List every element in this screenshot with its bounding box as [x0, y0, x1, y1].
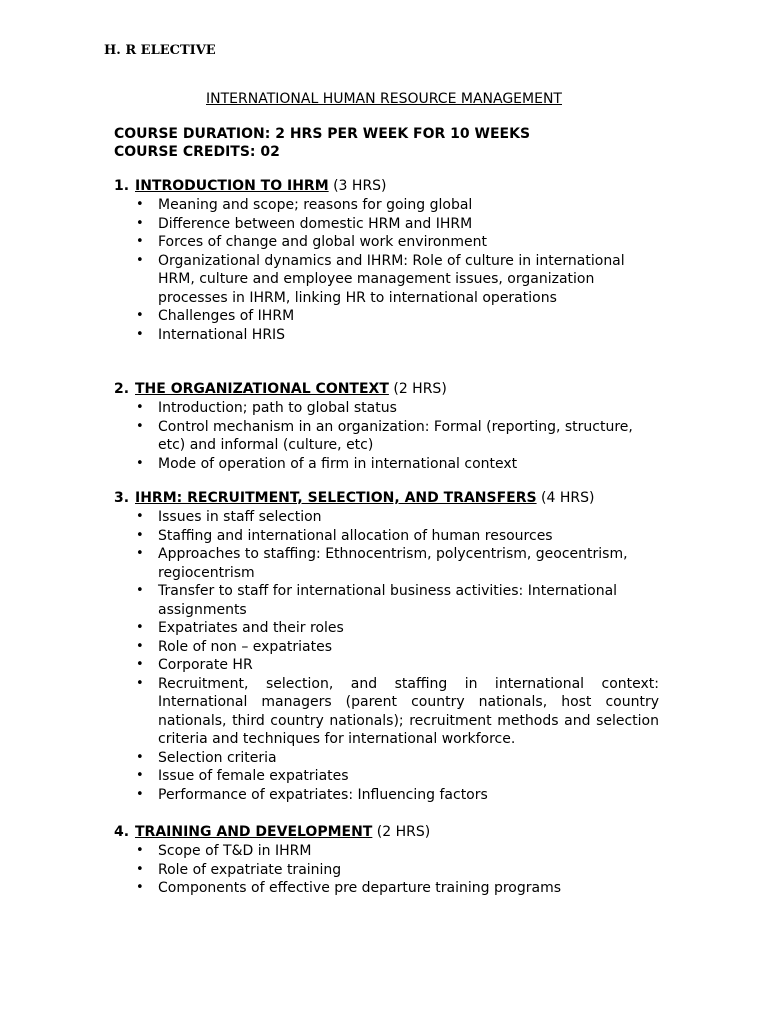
- section-introduction: [114, 177, 659, 344]
- course-duration: COURSE DURATION: 2 HRS PER WEEK FOR 10 WEEKS: [114, 126, 531, 142]
- section-hours: (2 HRS): [388, 381, 447, 397]
- section-organizational-context: [114, 380, 659, 473]
- bullet-text: Issue of female expatriates: [158, 768, 349, 784]
- bullet-item: [114, 842, 659, 861]
- bullet-item: [114, 196, 659, 215]
- bullet-text: Challenges of IHRM: [158, 308, 295, 324]
- bullet-list: [114, 842, 659, 898]
- bullet-text: Staffing and international allocation of human resources: [158, 527, 553, 544]
- bullet-item: [114, 418, 659, 455]
- bullet-text: Control mechanism in an organization: Formal (reporting, structure, etc) and informal (culture, etc): [158, 418, 633, 453]
- section-number: 3.: [114, 490, 130, 506]
- bullet-text: Components of effective pre departure training programs: [158, 880, 561, 896]
- bullet-item: [114, 879, 659, 898]
- section-hours: (3 HRS): [328, 178, 387, 194]
- bullet-icon: •: [136, 583, 144, 598]
- bullet-item: [114, 233, 659, 252]
- bullet-text: Approaches to staffing: Ethnocentrism, polycentrism, geocentrism, regiocentrism: [158, 546, 628, 581]
- bullet-icon: •: [136, 638, 144, 654]
- bullet-item: [114, 619, 659, 638]
- bullet-icon: •: [136, 418, 144, 434]
- bullet-icon: •: [136, 197, 144, 212]
- document-header: H. R ELECTIVE: [104, 43, 216, 58]
- bullet-text: Issues in staff selection: [158, 509, 322, 525]
- bullet-text: Recruitment, selection, and staffing in international context: International managers (parent country nationals, host country nationals, third country nationals); recruitment methods and selection criteria and techniques for international workforce.: [158, 675, 659, 747]
- bullet-icon: •: [136, 509, 144, 524]
- bullet-text: Selection criteria: [158, 749, 277, 766]
- bullet-icon: •: [136, 234, 144, 249]
- bullet-icon: •: [136, 215, 144, 231]
- bullet-item: [114, 675, 659, 749]
- bullet-icon: •: [136, 843, 144, 858]
- bullet-text: Expatriates and their roles: [158, 620, 344, 636]
- bullet-item: [114, 252, 659, 308]
- bullet-text: Performance of expatriates: Influencing factors: [158, 786, 488, 803]
- bullet-text: Mode of operation of a firm in international context: [158, 455, 518, 472]
- bullet-icon: •: [136, 620, 144, 635]
- bullet-item: [114, 307, 659, 326]
- bullet-icon: •: [136, 749, 144, 765]
- section-number: 2.: [114, 381, 130, 397]
- bullet-icon: •: [136, 400, 144, 415]
- section-recruitment: [114, 489, 659, 804]
- bullet-item: [114, 638, 659, 657]
- bullet-text: Transfer to staff for international business activities: International assignments: [158, 583, 618, 618]
- bullet-icon: •: [136, 657, 144, 672]
- section-heading: [114, 380, 659, 399]
- bullet-text: International HRIS: [158, 326, 286, 343]
- bullet-text: Meaning and scope; reasons for going global: [158, 197, 473, 213]
- course-credits: COURSE CREDITS: 02: [114, 144, 280, 160]
- bullet-item: [114, 215, 659, 234]
- bullet-item: [114, 749, 659, 768]
- bullet-text: Role of non – expatriates: [158, 638, 333, 655]
- section-heading: [114, 177, 659, 196]
- section-title: THE ORGANIZATIONAL CONTEXT: [135, 381, 389, 397]
- bullet-item: [114, 527, 659, 546]
- section-training: [114, 823, 659, 898]
- bullet-item: [114, 508, 659, 527]
- bullet-icon: •: [136, 786, 144, 802]
- bullet-item: [114, 455, 659, 474]
- section-hours: (4 HRS): [536, 490, 595, 506]
- bullet-item: [114, 861, 659, 880]
- bullet-text: Scope of T&D in IHRM: [158, 843, 312, 859]
- section-title: IHRM: RECRUITMENT, SELECTION, AND TRANSFERS: [135, 490, 537, 506]
- bullet-icon: •: [136, 675, 144, 691]
- section-hours: (2 HRS): [372, 824, 431, 840]
- bullet-text: Difference between domestic HRM and IHRM: [158, 215, 473, 232]
- bullet-icon: •: [136, 455, 144, 471]
- bullet-icon: •: [136, 326, 144, 342]
- bullet-icon: •: [136, 880, 144, 895]
- bullet-item: [114, 656, 659, 675]
- bullet-icon: •: [136, 308, 144, 323]
- bullet-item: [114, 399, 659, 418]
- bullet-item: [114, 582, 659, 619]
- bullet-text: Introduction; path to global status: [158, 400, 397, 416]
- bullet-icon: •: [136, 546, 144, 561]
- bullet-text: Role of expatriate training: [158, 861, 342, 878]
- section-number: 4.: [114, 824, 130, 840]
- bullet-icon: •: [136, 252, 144, 268]
- section-heading: [114, 823, 659, 842]
- bullet-item: [114, 545, 659, 582]
- bullet-item: [114, 786, 659, 805]
- section-title: INTRODUCTION TO IHRM: [135, 178, 329, 194]
- bullet-item: [114, 326, 659, 345]
- bullet-icon: •: [136, 527, 144, 543]
- bullet-item: [114, 767, 659, 786]
- bullet-text: Corporate HR: [158, 657, 253, 673]
- section-number: 1.: [114, 178, 130, 194]
- section-title: TRAINING AND DEVELOPMENT: [135, 824, 373, 840]
- section-heading: [114, 489, 659, 508]
- bullet-icon: •: [136, 768, 144, 783]
- bullet-icon: •: [136, 861, 144, 877]
- bullet-list: [114, 508, 659, 804]
- bullet-list: [114, 399, 659, 473]
- document-title: INTERNATIONAL HUMAN RESOURCE MANAGEMENT: [206, 91, 562, 107]
- bullet-text: Forces of change and global work environment: [158, 234, 487, 250]
- bullet-list: [114, 196, 659, 344]
- bullet-text: Organizational dynamics and IHRM: Role of culture in international HRM, culture and employee management issues, organization processes in IHRM, linking HR to international operations: [158, 252, 625, 306]
